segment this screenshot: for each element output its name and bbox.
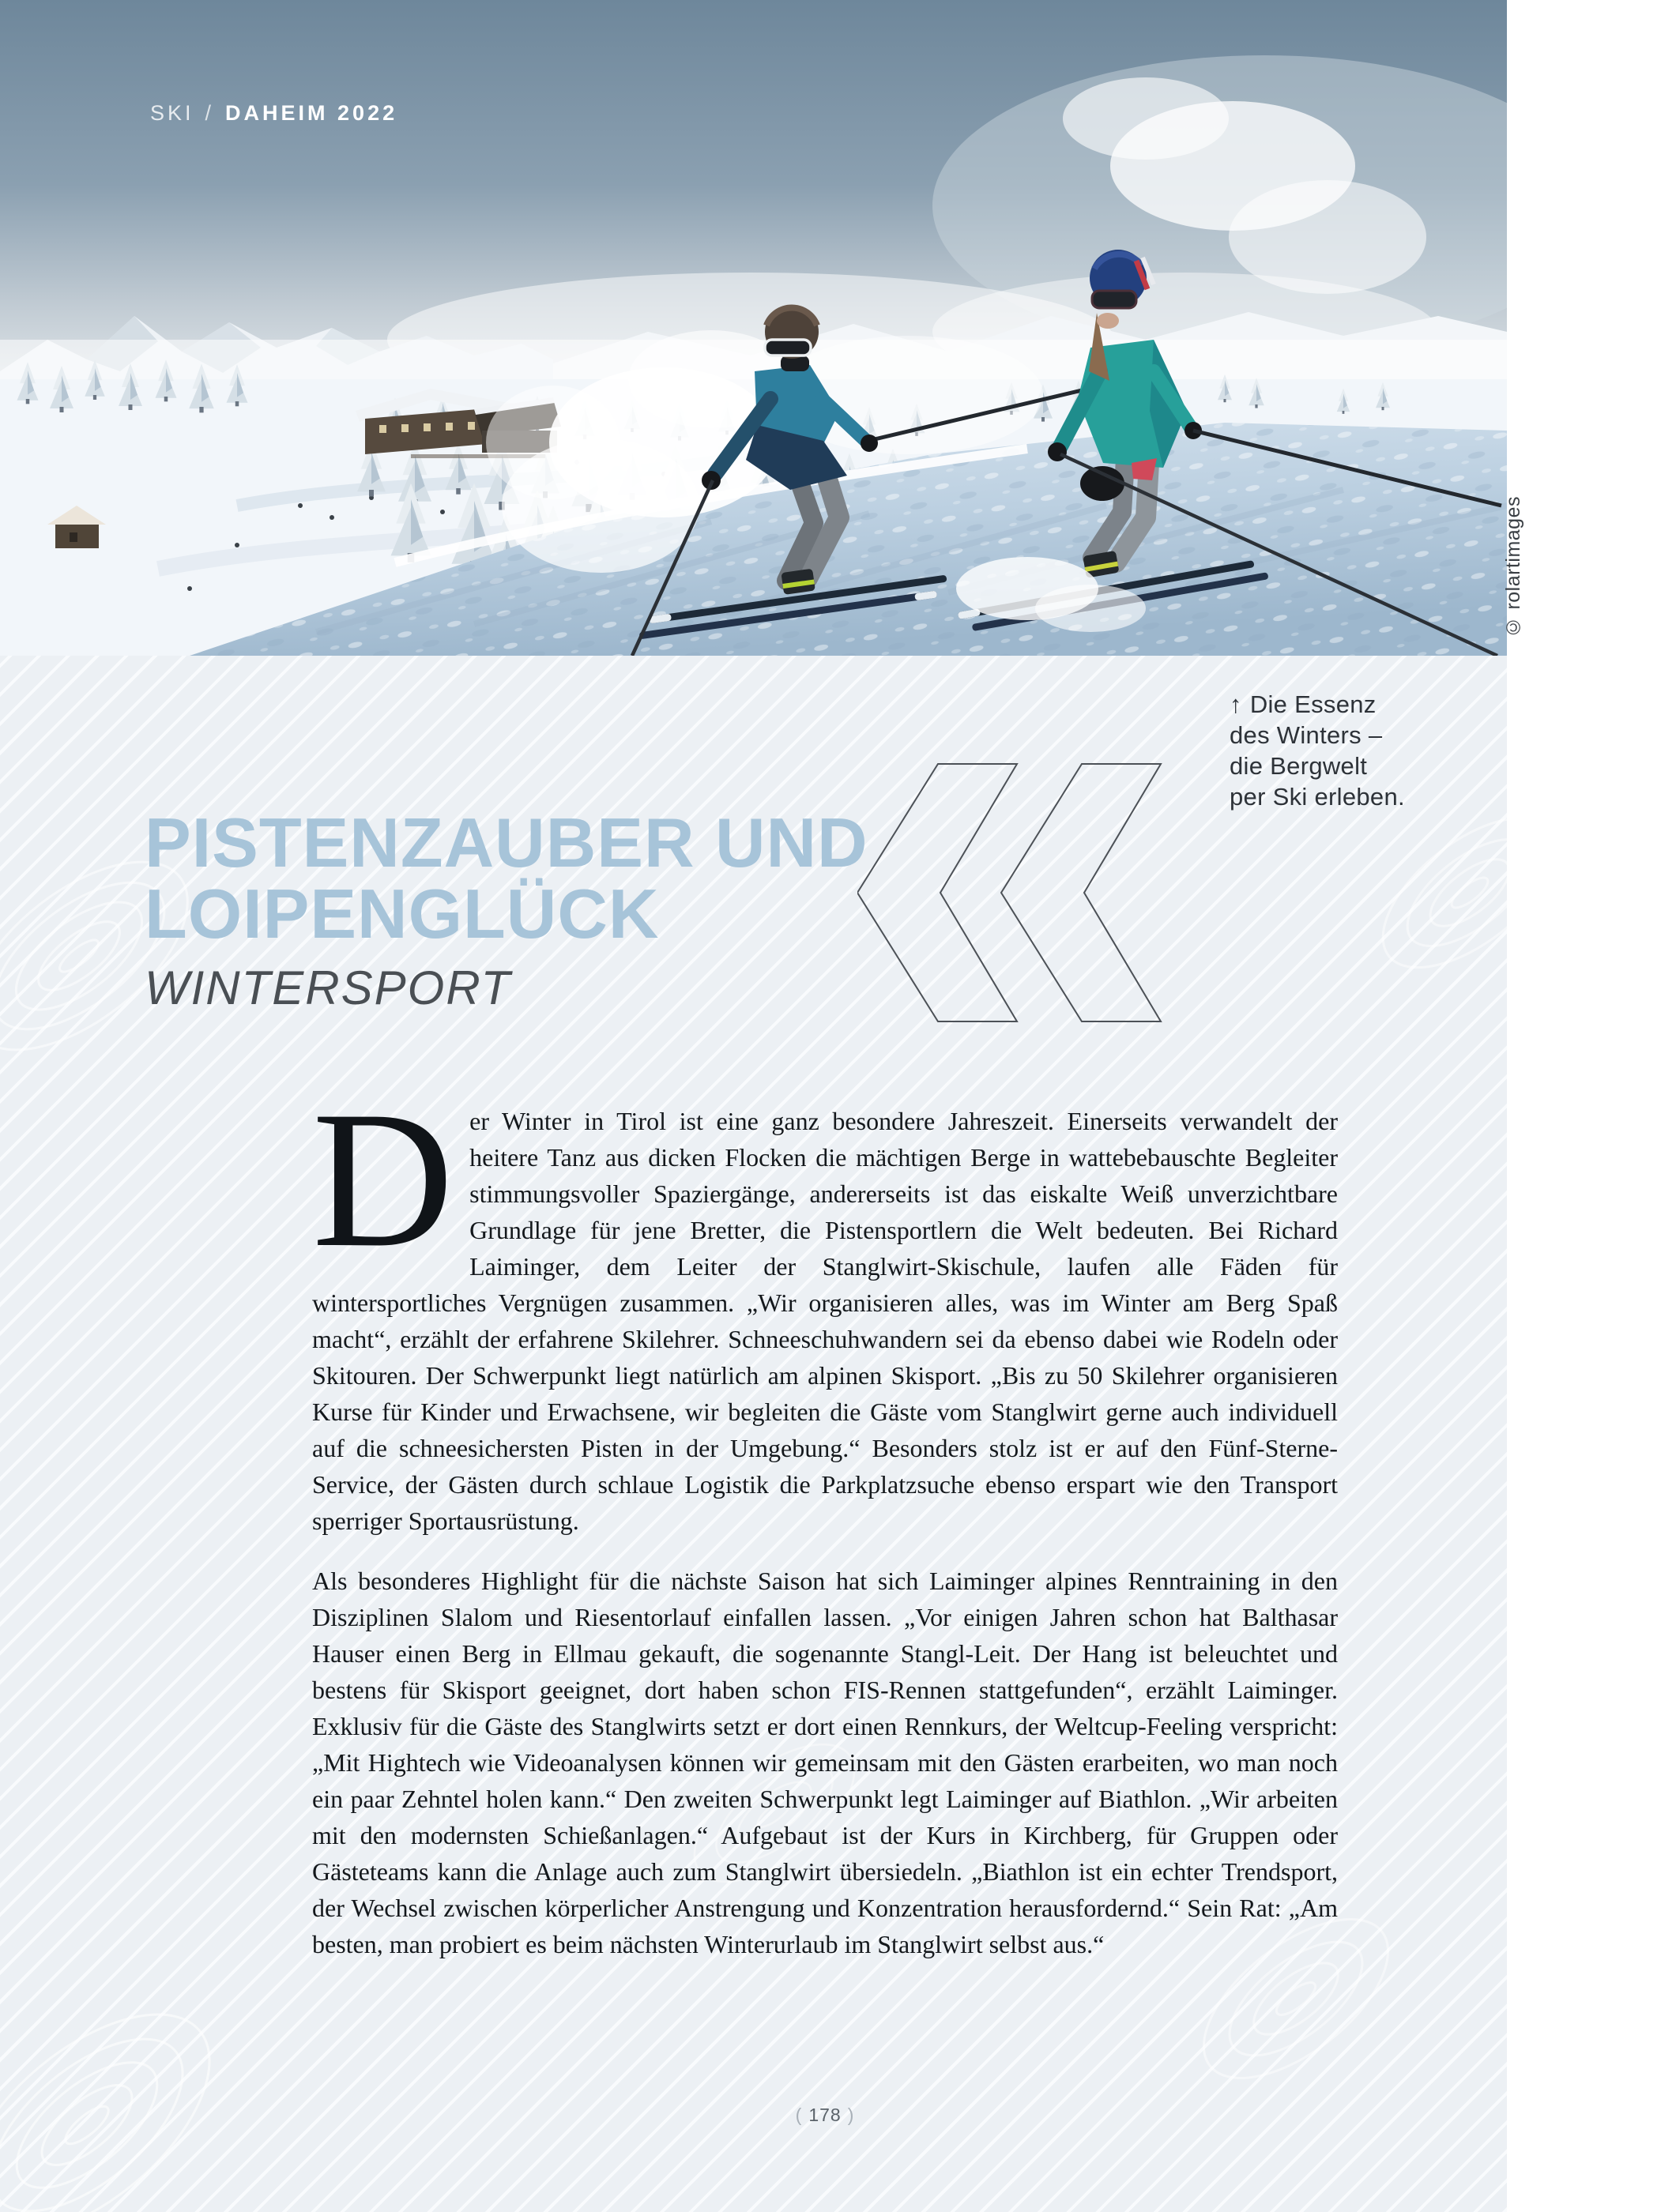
folio-close-bracket: ) [847,2105,855,2125]
drop-cap: D [312,1070,454,1288]
headline-block [145,803,935,1015]
folio-open-bracket: ( [795,2105,803,2125]
hero-photo [0,0,1507,656]
up-arrow-icon: ↑ [1230,690,1242,718]
paragraph-text: er Winter in Tirol ist eine ganz besondere Jahreszeit. Einerseits verwandelt der heitere Tanz aus dicken Flocken die mächtigen Berge in wattebebauschte Begleiter stimmungsvoller Spaziergänge, andererseits ist das eiskalte Weiß unverzichtbare Grundlage für jene Bretter, die Pistensportlern die Welt bedeuten. Bei Richard Laiminger, dem Leiter der Stanglwirt-Skischule, laufen alle Fäden für wintersportliches Vergnügen zusammen. „Wir organisieren alles, was im Winter am Berg Spaß macht“, erzählt der erfahrene Skilehrer. Schneeschuhwandern sei da ebenso dabei wie Rodeln oder Skitouren. Der Schwerpunkt liegt natürlich am alpinen Skisport. „Bis zu 50 Skilehrer organisieren Kurse für Kinder und Erwachsene, wir begleiten die Gäste vom Stanglwirt gerne auch individuell auf die schneesichersten Pisten in der Umgebung.“ Besonders stolz ist er auf den Fünf-Sterne-Service, der Gästen durch schlaue Logistik die Parkplatzsuche ebenso erspart wie den Transport sperriger Sportausrüstung. [312,1107,1338,1535]
paragraph-text: Als besonderes Highlight für die nächste Saison hat sich Laiminger alpines Renntraining in den Disziplinen Slalom und Riesentorlauf einfallen lassen. „Vor einigen Jahren schon hat Balthasar Hauser einen Berg in Ellmau gekauft, die sogenannte Stangl-Leit. Der Hang ist beleuchtet und bestens für Skisport geeignet, dort haben schon FIS-Rennen stattgefunden“, erzählt Laiminger. Exklusiv für die Gäste des Stanglwirts setzt er dort einen Rennkurs, der Weltcup-Feeling verspricht: „Mit Hightech wie Videoanalysen können wir gemeinsam mit den Gästen erarbeiten, wo man noch ein paar Zehntel holen kann.“ Den zweiten Schwerpunkt legt Laiminger auf Biathlon. „Wir arbeiten mit den modernsten Schießanlagen.“ Aufgebaut ist der Kurs in Kirchberg, für Gruppen oder Gästeteams kann die Anlage auch zum Stanglwirt übersiedeln. „Biathlon ist ein echter Trendsport, der Wechsel zwischen körperlicher Anstrengung und Konzentration herausfordernd.“ Sein Rat: „Am besten, man probiert es beim nächsten Winterurlaub im Stanglwirt selbst aus.“ [312,1567,1338,1958]
kicker-separator: / [205,101,215,125]
caption-line: per Ski erleben. [1230,783,1405,811]
page-number [312,2105,1338,2126]
article-paragraph [312,1563,1338,1962]
photo-caption [1230,689,1467,812]
headline-line1: PISTENZAUBER UND [145,803,868,882]
article-body [312,1070,1338,1962]
caption-line: die Bergwelt [1230,752,1368,780]
headline-subtitle: WINTERSPORT [145,961,512,1014]
kicker [150,101,397,126]
article-paragraph [312,1070,1338,1539]
folio-number: 178 [808,2105,842,2125]
caption-line: des Winters – [1230,721,1383,749]
photo-credit [1502,496,1539,662]
caption-line: Die Essenz [1249,690,1377,718]
headline-line2: LOIPENGLÜCK [145,875,660,953]
kicker-section: SKI [150,101,194,125]
photo-credit-text: © rolartimages [1502,496,1524,638]
kicker-edition: DAHEIM 2022 [225,101,398,125]
